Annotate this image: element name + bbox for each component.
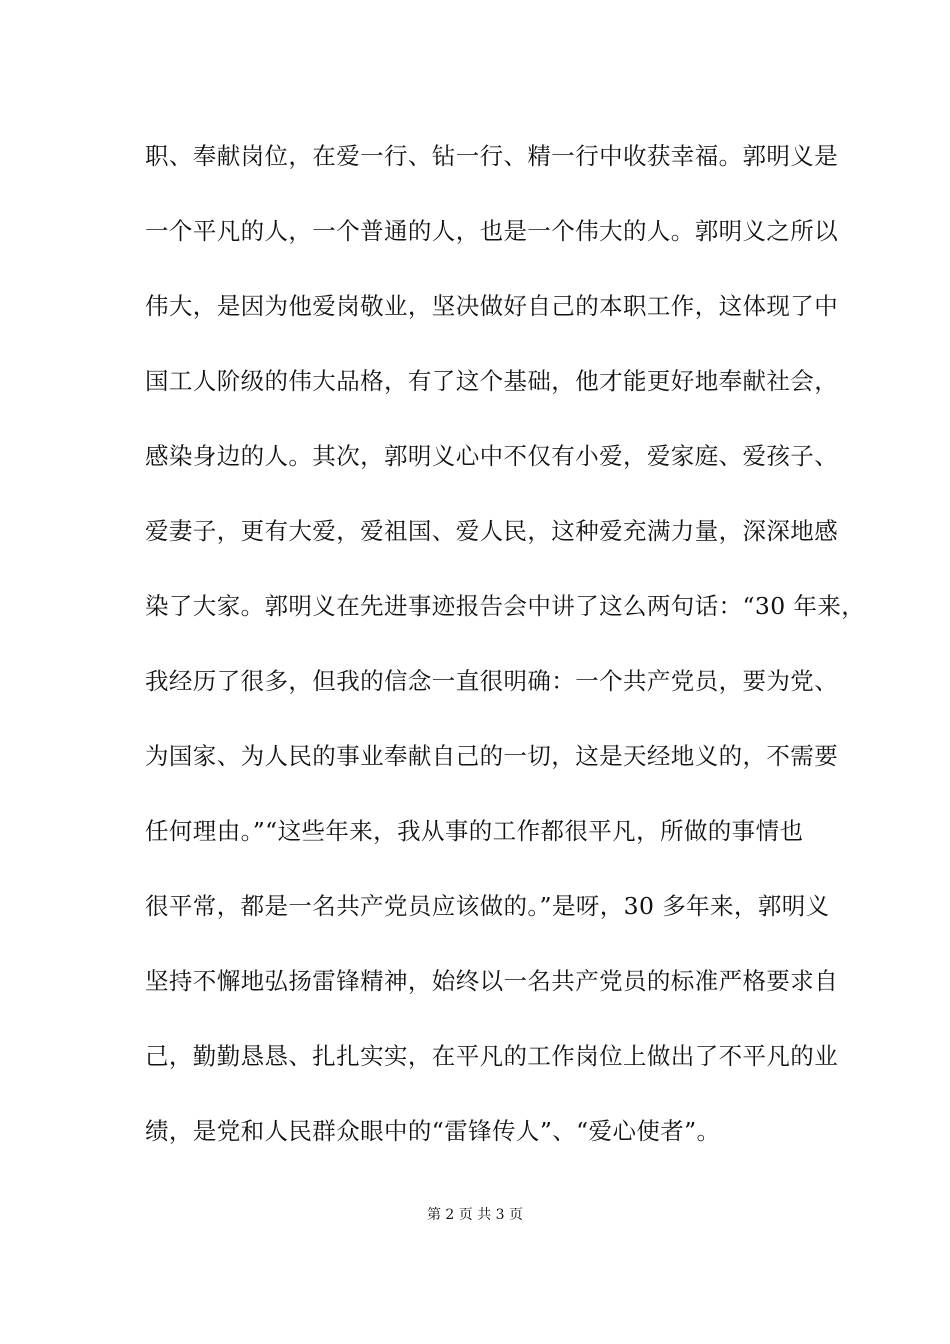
text-line-1: 职、奉献岗位，在爱一行、钻一行、精一行中收获幸福。郭明义是 <box>145 142 839 170</box>
text-line-4: 国工人阶级的伟大品格，有了这个基础，他才能更好地奉献社会， <box>145 367 839 395</box>
text-line-13: 己，勤勤恳恳、扎扎实实，在平凡的工作岗位上做出了不平凡的业 <box>145 1042 839 1070</box>
text-line-10: 任何理由。”“这些年来，我从事的工作都很平凡，所做的事情也 <box>145 817 804 845</box>
page-number-label: 第 2 页 共 3 页 <box>426 1207 524 1223</box>
text-line-5: 感染身边的人。其次，郭明义心中不仅有小爱，爱家庭、爱孩子、 <box>145 442 839 470</box>
text-line-3: 伟大，是因为他爱岗敬业，坚决做好自己的本职工作，这体现了中 <box>145 292 839 320</box>
body-text <box>145 130 866 1180</box>
text-line-8: 我经历了很多，但我的信念一直很明确：一个共产党员，要为党、 <box>145 667 839 695</box>
text-line-7: 染了大家。郭明义在先进事迹报告会中讲了这么两句话：“30 年来， <box>145 592 866 620</box>
text-line-14: 绩，是党和人民群众眼中的“雷锋传人”、“爱心使者”。 <box>145 1117 721 1145</box>
text-line-12: 坚持不懈地弘扬雷锋精神，始终以一名共产党员的标准严格要求自 <box>145 967 839 995</box>
page-footer <box>0 1205 950 1225</box>
text-line-6: 爱妻子，更有大爱，爱祖国、爱人民，这种爱充满力量，深深地感 <box>145 517 839 545</box>
text-line-2: 一个平凡的人，一个普通的人，也是一个伟大的人。郭明义之所以 <box>145 217 839 245</box>
text-line-11: 很平常，都是一名共产党员应该做的。”是呀，30 多年来，郭明义 <box>145 892 830 920</box>
text-line-9: 为国家、为人民的事业奉献自己的一切，这是天经地义的，不需要 <box>145 742 839 770</box>
